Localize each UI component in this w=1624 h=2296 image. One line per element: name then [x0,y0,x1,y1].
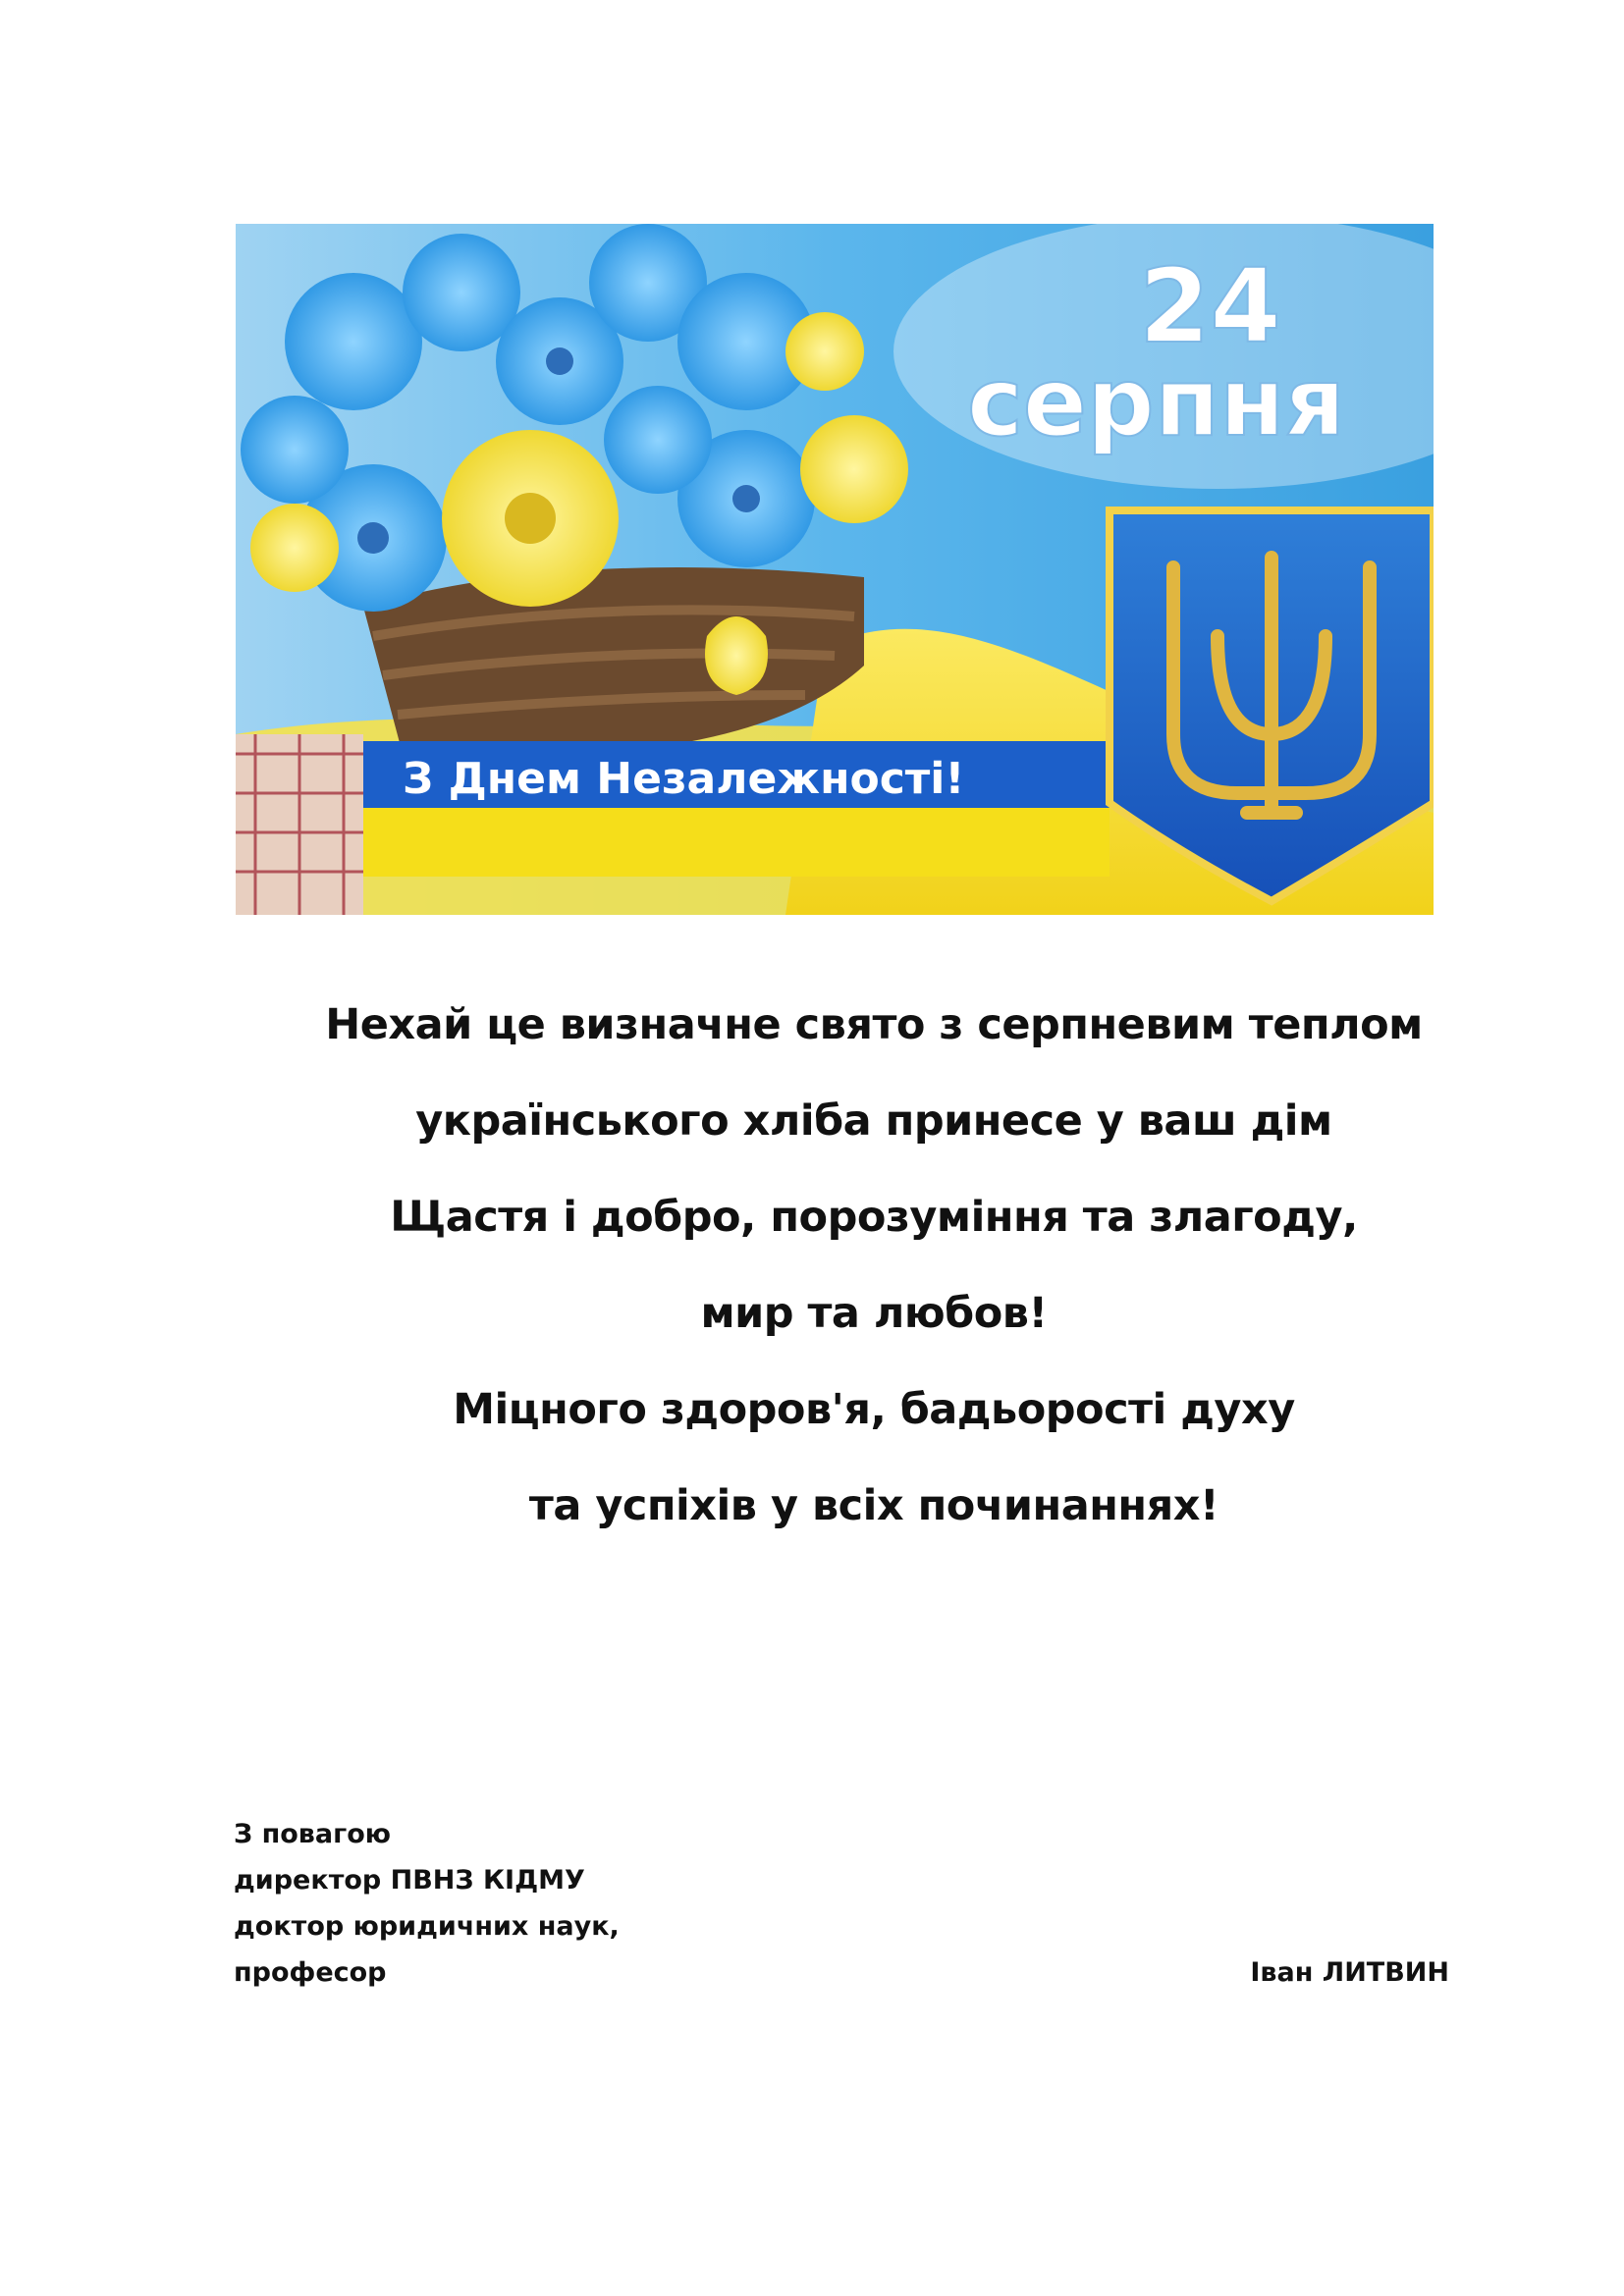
ribbon-text: З Днем Незалежності! [403,754,965,804]
signature-regards: З повагою [234,1819,391,1849]
holiday-banner-image [236,224,1434,915]
signature-block [234,1811,1461,1996]
greeting-text-block [236,977,1512,1554]
embroidery-pattern [236,734,363,915]
signature-degree: доктор юридичних наук, [234,1911,620,1942]
greeting-line: Щастя і добро, порозуміння та злагоду, [390,1193,1358,1242]
date-number: 24 [1139,246,1281,366]
greeting-line: Міцного здоров'я, бадьорості духу [453,1385,1295,1434]
date-month: серпня [967,347,1346,457]
ribbon-yellow [363,808,1110,877]
signature-position: директор ПВНЗ КІДМУ [234,1865,585,1896]
greeting-line: українського хліба принесе у ваш дім [415,1096,1332,1146]
greeting-line: та успіхів у всіх починаннях! [528,1481,1219,1530]
greeting-line: мир та любов! [700,1289,1048,1338]
signature-title: професор [234,1957,387,1988]
signature-name: Іван ЛИТВИН [1250,1957,1449,1988]
greeting-line: Нехай це визначне свято з серпневим теплом [325,1000,1423,1049]
